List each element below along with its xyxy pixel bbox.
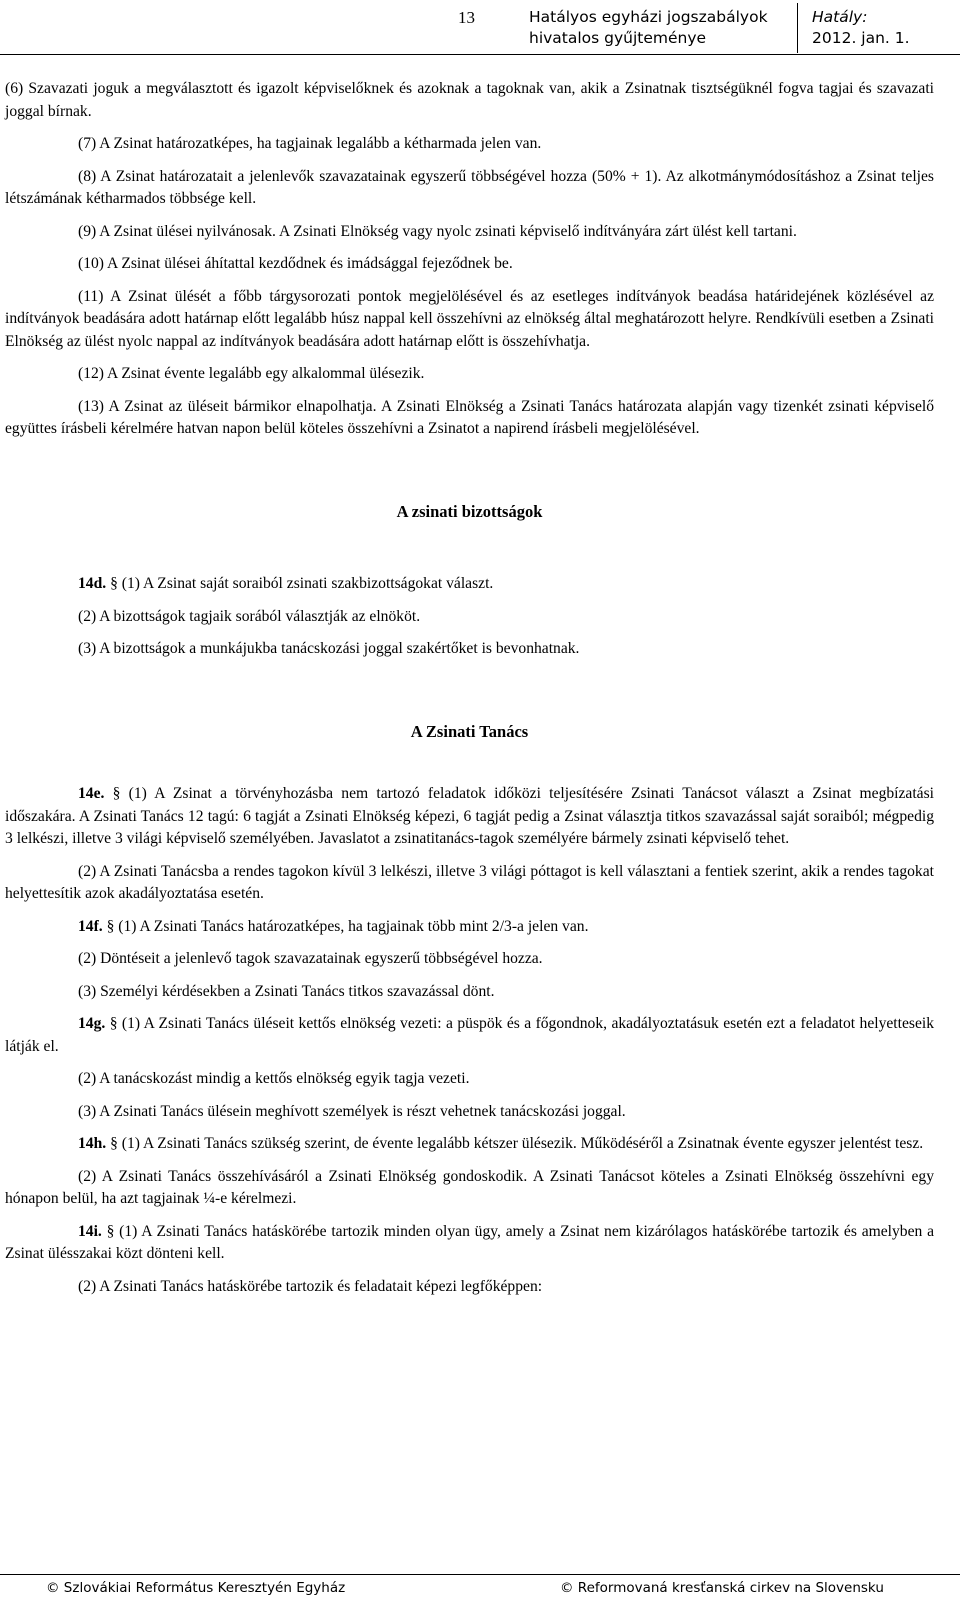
collection-line2: hivatalos gyűjteménye <box>529 29 707 47</box>
paragraph-10: (10) A Zsinat ülései áhítattal kezdődnek és imádsággal fejeződnek be. <box>78 255 513 272</box>
section-14f-2: (2) Döntéseit a jelenlevő tagok szavazatainak egyszerű többségével hozza. <box>78 950 543 967</box>
section-14i-2: (2) A Zsinati Tanács hatáskörébe tartozik és feladatait képezi legfőképpen: <box>78 1277 543 1295</box>
section-14i-1 <box>5 1221 934 1266</box>
effective-label: Hatály: <box>812 8 868 26</box>
section-number: 14e. <box>78 785 105 802</box>
section-text: § (1) A Zsinat saját soraiból zsinati szakbizottságokat választ. <box>110 575 494 592</box>
section-14g-2: (2) A tanácskozást mindig a kettős elnökség egyik tagja vezeti. <box>78 1070 470 1087</box>
paragraph-7: (7) A Zsinat határozatképes, ha tagjainak legalább a kétharmada jelen van. <box>78 135 542 152</box>
section-14e-1 <box>5 783 934 851</box>
page-number: 13 <box>458 8 475 27</box>
section-14e-2: (2) A Zsinati Tanácsba a rendes tagokon kívül 3 lelkészi, illetve 3 világi póttagot is kell választani a fentiek szerint, akik a rendes tagokat helyettesítik azok akadályoztatása esetén. <box>5 862 934 902</box>
section-text: § (1) A Zsinati Tanács üléseit kettős elnökség vezeti: a püspök és a főgondnok, akadályoztatásuk esetén ezt a feladatot helyetteseik látják el. <box>5 1015 934 1055</box>
section-text: § (1) A Zsinat a törvényhozásba nem tartozó feladatok időközi teljesítésére Zsinati Tanácsot választ a Zsinat megbízatási időszakára. A Zsinati Tanács 12 tagú: 6 tagját a Zsinati Elnökség képezi, 6 tagját pedig a Zsinat választja titkos szavazással saját soraiból; mégpedig 3 lelkészi, illetve 3 világi képviselő személyében. Javaslatot a zsinatitanács-tagok személyére bármely zsinati képviselő tehet. <box>5 785 934 847</box>
collection-title <box>525 3 798 53</box>
section-text: § (1) A Zsinati Tanács hatáskörébe tartozik minden olyan ügy, amely a Zsinat nem kizárólagos hatáskörébe tartozik és amelyben a Zsinat ülésszakai közt dönteni kell. <box>5 1222 935 1262</box>
section-14d-3: (3) A bizottságok a munkájukba tanácskozási joggal szakértőket is bevonhatnak. <box>78 640 580 657</box>
paragraph-12: (12) A Zsinat évente legalább egy alkalommal ülésezik. <box>78 365 425 382</box>
section-14g-3: (3) A Zsinati Tanács ülésein meghívott személyek is részt vehetnek tanácskozási joggal. <box>78 1102 626 1120</box>
effective-date: 2012. jan. 1. <box>812 29 910 47</box>
page-footer <box>0 1574 960 1603</box>
paragraph-8: (8) A Zsinat határozatait a jelenlevők szavazatainak egyszerű többségével hozza (50% + 1). Az alkotmánymódosításhoz a Zsinat teljes létszámának kétharmados többsége kell. <box>5 167 934 207</box>
section-number: 14f. <box>78 917 103 935</box>
section-text: § (1) A Zsinati Tanács határozatképes, ha tagjainak több mint 2/3-a jelen van. <box>106 917 589 935</box>
paragraph-11: (11) A Zsinat ülését a főbb tárgysorozati pontok megjelölésével és az esetleges indítványok beadása határidejének közlésével az indítványok beadására adott határnap előtt legalább húsz nappal kell összehívni az elnökség által meghatározott helyre. Rendkívüli esetben a Zsinati Elnökség az ülést nyolc nappal az indítványok beadására adott határnap előtt is összehívhatja. <box>5 287 934 350</box>
section-14d-2: (2) A bizottságok tagjaik sorából választják az elnököt. <box>78 607 421 625</box>
collection-line1: Hatályos egyházi jogszabályok <box>529 8 768 26</box>
paragraph-6: (6) Szavazati joguk a megválasztott és igazolt képviselőknek és azoknak a tagoknak van, akik a Zsinatnak tisztségüknél fogva tagjai és szavazati joggal bírnak. <box>5 80 934 120</box>
paragraph-13: (13) A Zsinat az üléseit bármikor elnapolhatja. A Zsinati Elnökség a Zsinati Tanács határozata alapján vagy tizenkét zsinati képviselő együttes írásbeli kérelmére hatvan napon belül köteles összehívni a Zsinatot a napirend írásbeli megjelölésével. <box>5 397 934 437</box>
section-number: 14d. <box>78 575 107 592</box>
section-14d-1 <box>5 573 934 596</box>
footer-copyright-hu: © Szlovákiai Református Keresztyén Egyház <box>46 1580 346 1596</box>
header-rule <box>0 54 960 55</box>
section-number: 14g. <box>78 1015 106 1032</box>
section-title-committees: A zsinati bizottságok <box>396 501 543 521</box>
section-title-council: A Zsinati Tanács <box>410 721 529 741</box>
section-14h-1 <box>5 1133 934 1156</box>
section-14h-2: (2) A Zsinati Tanács összehívásáról a Zsinati Elnökség gondoskodik. A Zsinati Tanácsot köteles a Zsinati Elnökség összehívni egy hónapon belül, ha azt tagjainak ¼-e kérelmezi. <box>5 1167 934 1207</box>
section-14f-1 <box>5 916 934 939</box>
section-text: § (1) A Zsinati Tanács szükség szerint, de évente legalább kétszer ülésezik. Működéséről a Zsinatnak évente egyszer jelentést tesz. <box>110 1135 924 1152</box>
document-body <box>5 78 934 1308</box>
page-header <box>0 0 960 56</box>
paragraph-9: (9) A Zsinat ülései nyilvánosak. A Zsinati Elnökség vagy nyolc zsinati képviselő indítványára zárt ülést kell tartani. <box>78 222 797 240</box>
section-number: 14h. <box>78 1135 107 1152</box>
section-number: 14i. <box>78 1222 102 1240</box>
header-box <box>525 3 939 53</box>
footer-copyright-sk: © Reformovaná kresťanská cirkev na Slovensku <box>560 1580 884 1596</box>
effective-info <box>798 3 910 53</box>
section-14f-3: (3) Személyi kérdésekben a Zsinati Tanács titkos szavazással dönt. <box>78 982 495 1000</box>
section-14g-1 <box>5 1013 934 1058</box>
